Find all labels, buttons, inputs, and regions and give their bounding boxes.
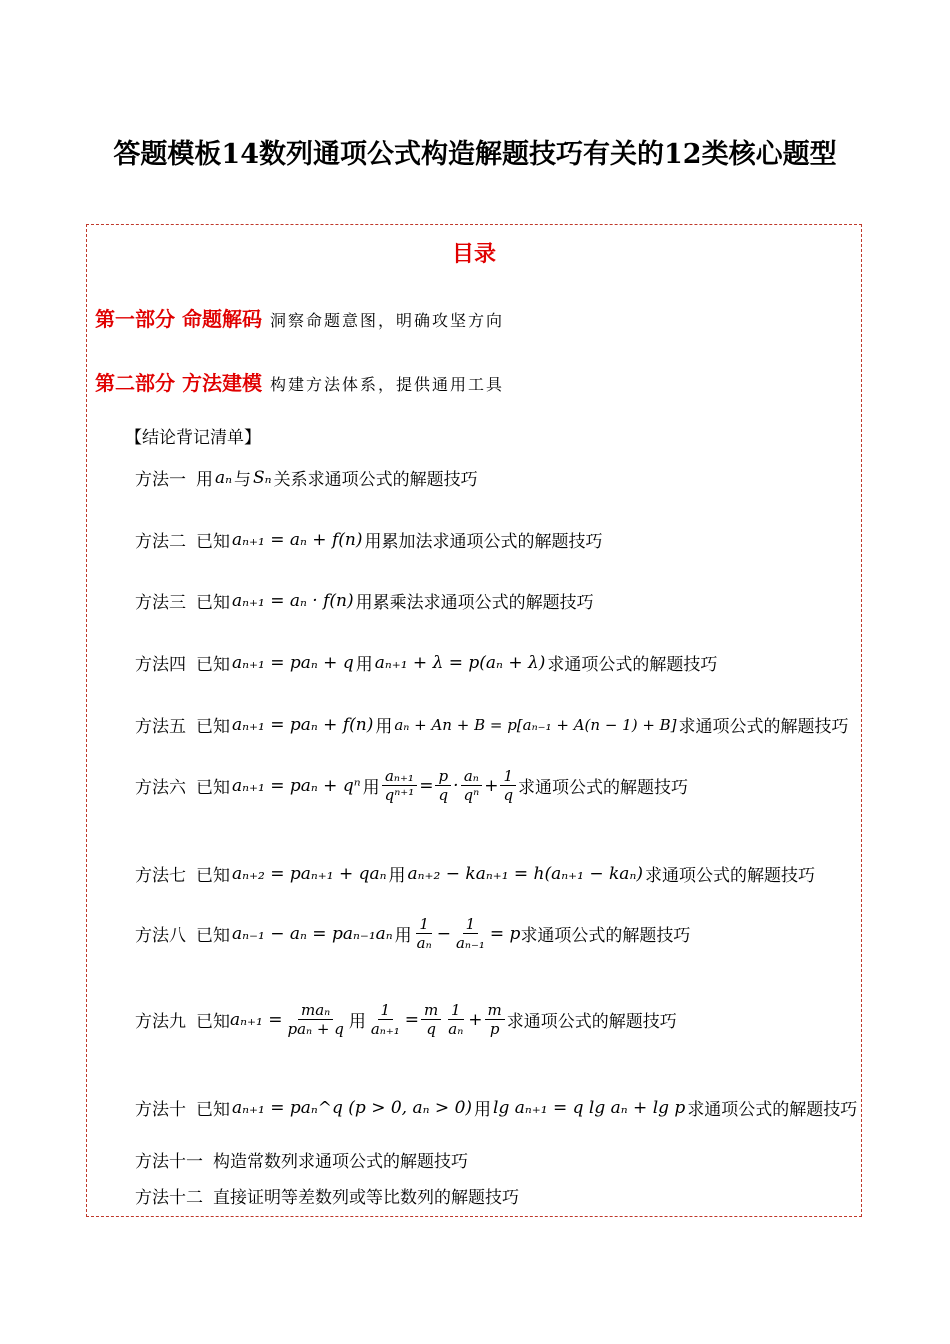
fraction [500, 767, 516, 804]
method-name: 方法一 [135, 470, 186, 490]
fraction [485, 1001, 505, 1038]
method-name: 方法六 [135, 778, 186, 798]
part-2-desc: 构建方法体系，提供通用工具 [269, 375, 504, 394]
operator: + [484, 775, 499, 796]
method-1 [135, 465, 478, 490]
formula: lg aₙ₊₁ = q lg aₙ + lg p [493, 1097, 686, 1118]
method-text: 用 [362, 778, 380, 798]
method-text: 已知 [196, 866, 230, 886]
method-text: 用累乘法求通项公式的解题技巧 [355, 593, 594, 613]
part-1-label: 第一部分 命题解码 [95, 307, 262, 331]
numerator: p [435, 767, 451, 786]
formula: aₙ₊₁ = paₙ^q (p > 0, aₙ > 0) [232, 1097, 473, 1118]
method-text: 求通项公式的解题技巧 [644, 866, 815, 886]
fraction [435, 767, 451, 804]
method-4 [135, 650, 717, 675]
denominator: aₙ [448, 1020, 464, 1038]
method-text: 与 [234, 470, 252, 490]
method-text: 构造常数列求通项公式的解题技巧 [213, 1152, 468, 1172]
method-name: 方法十 [135, 1100, 186, 1120]
fraction [382, 767, 418, 804]
part-1-desc: 洞察命题意图，明确攻坚方向 [269, 311, 504, 330]
method-text: 求通项公式的解题技巧 [506, 1012, 677, 1032]
operator: = [419, 775, 434, 796]
formula [380, 767, 518, 804]
method-text: 求通项公式的解题技巧 [687, 1100, 858, 1120]
method-text: 求通项公式的解题技巧 [678, 717, 849, 737]
denominator: qⁿ⁺¹ [384, 786, 415, 804]
formula: aₙ₊₁ = paₙ + qⁿ [232, 775, 361, 796]
numerator: 1 [448, 1001, 464, 1020]
numerator: m [421, 1001, 441, 1020]
method-text: 已知 [196, 778, 230, 798]
method-name: 方法五 [135, 717, 186, 737]
part-2-label: 第二部分 方法建模 [95, 371, 262, 395]
method-name: 方法四 [135, 655, 186, 675]
fraction [421, 1001, 441, 1038]
denominator: p [489, 1020, 500, 1038]
method-7 [135, 861, 815, 886]
method-text: 已知 [196, 1100, 230, 1120]
denominator: q [503, 786, 514, 804]
method-text: 用 [196, 470, 213, 490]
numerator: aₙ₊₁ [382, 767, 417, 786]
numerator: 1 [416, 915, 432, 934]
formula: aₙ + An + B = p[aₙ₋₁ + A(n − 1) + B] [394, 715, 677, 734]
numerator: m [485, 1001, 505, 1020]
operator: + [468, 1009, 483, 1030]
numerator: 1 [500, 767, 516, 786]
method-text: 已知 [196, 655, 230, 675]
toc-part-1 [95, 303, 504, 332]
method-9 [135, 1001, 677, 1038]
denominator: q [438, 786, 449, 804]
fraction [453, 915, 488, 952]
formula: aₙ₊₁ = paₙ + f(n) [232, 714, 374, 735]
denominator: qⁿ [463, 786, 480, 804]
method-text: 用 [375, 717, 393, 737]
numerator: aₙ [461, 767, 482, 786]
fraction [284, 1001, 346, 1038]
method-text: 用 [394, 926, 412, 946]
method-text: 已知 [196, 926, 230, 946]
method-text: 用 [348, 1012, 366, 1032]
method-text: 用 [355, 655, 373, 675]
method-text: 已知 [196, 532, 230, 552]
formula: aₙ₊₁ = aₙ + f(n) [232, 529, 363, 550]
numerator: 1 [463, 915, 479, 934]
method-2 [135, 527, 602, 552]
fraction [414, 915, 435, 952]
method-11 [135, 1147, 468, 1172]
operator: · [453, 775, 459, 796]
table-of-contents [86, 224, 862, 1217]
fraction [461, 767, 483, 804]
method-text: 求通项公式的解题技巧 [520, 926, 691, 946]
method-5 [135, 712, 849, 737]
numerator: maₙ [298, 1001, 333, 1020]
method-text: 已知 [196, 717, 230, 737]
fraction [445, 1001, 466, 1038]
method-6 [135, 767, 688, 804]
denominator: aₙ [416, 934, 432, 952]
denominator: paₙ + q [287, 1020, 344, 1038]
method-text: 用累加法求通项公式的解题技巧 [364, 532, 603, 552]
formula [230, 1001, 349, 1038]
formula: aₙ₊₁ = paₙ + q [232, 652, 354, 673]
method-name: 方法十一 [135, 1152, 203, 1172]
method-text: 已知 [196, 593, 230, 613]
method-text: 用 [388, 866, 406, 886]
formula [366, 1001, 507, 1038]
method-name: 方法七 [135, 866, 186, 886]
toc-part-2 [95, 367, 504, 396]
denominator: q [426, 1020, 436, 1038]
formula: aₙ₊₁ = aₙ · f(n) [232, 590, 354, 611]
fraction [368, 1001, 403, 1038]
method-name: 方法十二 [135, 1188, 203, 1208]
method-text: 求通项公式的解题技巧 [518, 778, 689, 798]
method-text: 求通项公式的解题技巧 [547, 655, 718, 675]
method-text: 直接证明等差数列或等比数列的解题技巧 [213, 1188, 519, 1208]
formula-lhs: aₙ₊₁ = [230, 1009, 283, 1030]
toc-heading: 目录 [451, 242, 496, 267]
method-8 [135, 915, 690, 952]
numerator: 1 [378, 1001, 394, 1020]
operator: = [404, 1009, 420, 1030]
method-name: 方法二 [135, 532, 186, 552]
method-10 [135, 1095, 857, 1120]
method-text: 关系求通项公式的解题技巧 [273, 470, 478, 490]
formula: aₙ₋₁ − aₙ = paₙ₋₁aₙ [232, 923, 393, 944]
operator: = p [489, 923, 521, 944]
method-name: 方法三 [135, 593, 186, 613]
denominator: aₙ₋₁ [455, 934, 485, 952]
formula: aₙ [215, 467, 233, 488]
formula: Sₙ [253, 467, 272, 488]
method-name: 方法八 [135, 926, 186, 946]
operator: − [436, 923, 451, 944]
method-name: 方法九 [135, 1012, 186, 1032]
formula [412, 915, 521, 952]
page-title: 答题模板14数列通项公式构造解题技巧有关的12类核心题型 [113, 139, 837, 170]
method-text: 用 [474, 1100, 492, 1120]
summary-list-label: 【结论背记清单】 [125, 428, 261, 448]
formula: aₙ₊₂ − kaₙ₊₁ = h(aₙ₊₁ − kaₙ) [407, 863, 643, 884]
method-text: 已知 [196, 1012, 230, 1032]
denominator: aₙ₊₁ [370, 1020, 400, 1038]
formula: aₙ₊₂ = paₙ₊₁ + qaₙ [232, 863, 387, 884]
formula: aₙ₊₁ + λ = p(aₙ + λ) [374, 652, 546, 673]
method-12 [135, 1183, 519, 1208]
method-3 [135, 588, 594, 613]
